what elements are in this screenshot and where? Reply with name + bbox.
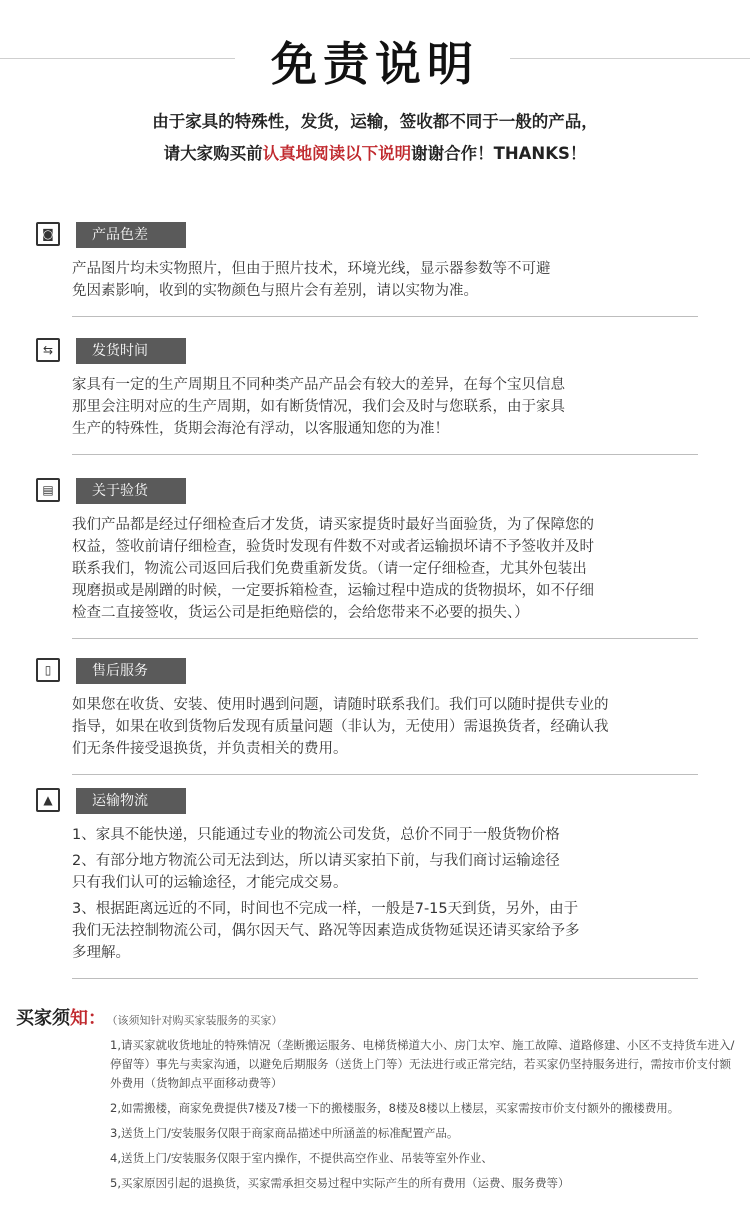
intro-highlight: 认真地阅读以下说明 <box>262 144 412 163</box>
section-line: 我们产品都是经过仔细检查后才发货，请买家提货时最好当面验货，为了保障您的 <box>72 517 594 533</box>
intro <box>0 106 750 170</box>
section-line: 指导，如果在收到货物后发现有质量问题（非认为，无使用）需退换货者，经确认我 <box>72 719 609 735</box>
section-line: 检查二直接签收，货运公司是拒绝赔偿的，会给您带来不必要的损失、） <box>72 605 529 621</box>
section-label: 产品色差 <box>76 222 186 248</box>
section-divider <box>72 638 698 639</box>
warning-icon: ▲ <box>36 788 60 812</box>
section-label: 关于验货 <box>76 478 186 504</box>
section-line: 只有我们认可的运输途径，才能完成交易。 <box>72 875 348 891</box>
notice-subtitle: （该须知针对购买家装服务的买家） <box>112 1014 283 1027</box>
section-line: 权益，签收前请仔细检查，验货时发现有件数不对或者运输损坏请不予签收并及时 <box>72 539 594 555</box>
page-title: 免责说明 <box>271 37 479 91</box>
section-header <box>36 478 700 504</box>
section-delivery-time <box>36 338 700 455</box>
notice-title <box>16 1004 736 1030</box>
buyer-notice <box>16 1004 736 1199</box>
section-label: 售后服务 <box>76 658 186 684</box>
truck-icon: ⇆ <box>36 338 60 362</box>
section-line: 们无条件接受退换货，并负责相关的费用。 <box>72 741 348 757</box>
list-item: 4,送货上门/安装服务仅限于室内操作，不提供高空作业、吊装等室外作业、 <box>110 1151 493 1165</box>
list-item: 1,请买家就收货地址的特殊情况（垄断搬运服务、电梯货梯道大小、房门太窄、施工故障、道路修建、小区不支持货车进入/停留等）事先与卖家沟通，以避免后期服务（送货上门等）无法进行或正常完结，若买家仍坚持服务进行，需按市价支付额外费用（货物卸点平面移动费等） <box>110 1038 735 1090</box>
notice-list <box>16 1036 736 1193</box>
section-header <box>36 338 700 364</box>
intro-line-2-pre: 请大家购买前 <box>163 144 263 163</box>
section-line: 现磨损或是剐蹭的时候，一定要拆箱检查，运输过程中造成的货物损坏，如不仔细 <box>72 583 594 599</box>
section-header <box>36 788 700 814</box>
section-body <box>36 824 700 964</box>
intro-line-2-post: 谢谢合作！THANKS！ <box>411 144 587 163</box>
box-icon: ▤ <box>36 478 60 502</box>
section-logistics <box>36 788 700 979</box>
section-divider <box>72 316 698 317</box>
section-line: 免因素影响，收到的实物颜色与照片会有差别，请以实物为准。 <box>72 283 478 299</box>
section-line: 联系我们，物流公司返回后我们免费重新发货。（请一定仔细检查，尤其外包装出 <box>72 561 587 577</box>
section-line: 2、有部分地方物流公司无法到达，所以请买家拍下前，与我们商讨运输途径 <box>72 853 560 869</box>
notice-title-pre: 买家须 <box>16 1008 70 1029</box>
section-divider <box>72 978 698 979</box>
section-body <box>36 374 700 440</box>
section-divider <box>72 454 698 455</box>
section-line: 如果您在收货、安装、使用时遇到问题，请随时联系我们。我们可以随时提供专业的 <box>72 697 609 713</box>
section-label: 发货时间 <box>76 338 186 364</box>
section-line: 那里会注明对应的生产周期，如有断货情况，我们会及时与您联系，由于家具 <box>72 399 565 415</box>
section-divider <box>72 774 698 775</box>
section-body <box>36 258 700 302</box>
intro-line-2 <box>0 138 750 170</box>
section-line: 我们无法控制物流公司，偶尔因天气、路况等因素造成货物延误还请买家给予多 <box>72 923 580 939</box>
phone-icon: ▯ <box>36 658 60 682</box>
section-line: 生产的特殊性，货期会海沧有浮动，以客服通知您的为准！ <box>72 421 449 437</box>
list-item: 3,送货上门/安装服务仅限于商家商品描述中所涵盖的标准配置产品。 <box>110 1126 459 1140</box>
section-header <box>36 658 700 684</box>
section-color-difference <box>36 222 700 317</box>
list-item: 2,如需搬楼，商家免费提供7楼及7楼一下的搬楼服务，8楼及8楼以上楼层，买家需按市价支付额外的搬楼费用。 <box>110 1101 680 1115</box>
section-header <box>36 222 700 248</box>
list-item: 5,买家原因引起的退换货，买家需承担交易过程中实际产生的所有费用（运费、服务费等） <box>110 1176 570 1190</box>
section-line: 1、家具不能快递，只能通过专业的物流公司发货，总价不同于一般货物价格 <box>72 827 560 843</box>
section-line: 家具有一定的生产周期且不同种类产品产品会有较大的差异，在每个宝贝信息 <box>72 377 565 393</box>
intro-line-1: 由于家具的特殊性，发货，运输，签收都不同于一般的产品， <box>152 112 598 131</box>
title-row <box>0 18 750 98</box>
camera-icon: ◙ <box>36 222 60 246</box>
section-line: 3、根据距离远近的不同，时间也不完成一样，一般是7-15天到货，另外，由于 <box>72 901 579 917</box>
section-body <box>36 514 700 624</box>
section-line: 多理解。 <box>72 945 130 961</box>
section-body <box>36 694 700 760</box>
notice-title-red: 知： <box>70 1008 106 1029</box>
section-label: 运输物流 <box>76 788 186 814</box>
section-line: 产品图片均未实物照片，但由于照片技术，环境光线，显示器参数等不可避 <box>72 261 551 277</box>
section-after-sales <box>36 658 700 775</box>
section-inspection <box>36 478 700 639</box>
